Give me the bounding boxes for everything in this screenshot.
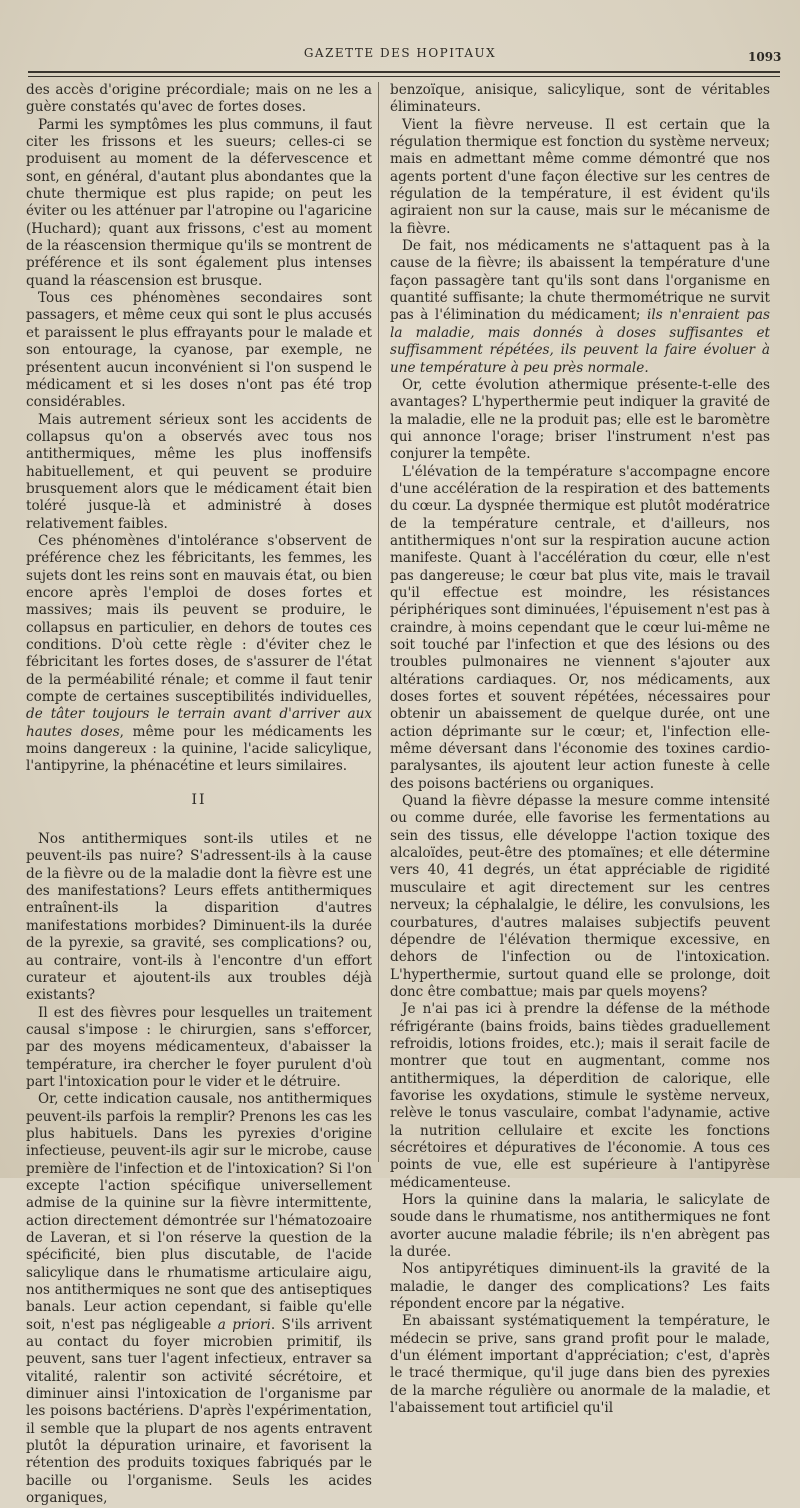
paragraph: Mais autrement sérieux sont les accidents de collapsus qu'on a observés avec tous nos antithermiques, même les plus inoffensifs habituellement, et qui peuvent se produire brusquement alors que le médicament était bien toléré jusque-là et administré à doses relativement faibles. — [26, 411, 372, 532]
paragraph-text: . S'ils arrivent au contact du foyer microbien primitif, ils peuvent, sans tuer l'agent infectieux, entraver sa vitalité, ralentir son activité sécrétoire, et diminuer ainsi l'intoxication de l'organisme par les poisons bactériens. D'après l'expérimentation, il semble que la plupart de nos agents entravent plutôt la dépuration urinaire, et favorisent la rétention des produits toxiques fabriqués par le bacille ou l'organisme. Seuls les acides organiques, — [26, 1316, 373, 1507]
paragraph: L'élévation de la température s'accompagne encore d'une accélération de la respiration et des battements du cœur. La dyspnée thermique est plutôt modératrice de la température centrale, et d'ailleurs, nos antithermiques n'ont sur la respiration aucune action manifeste. Quant à l'accélération du cœur, elle n'est pas dangereuse; le cœur bat plus vite, mais le travail qu'il effectue est moindre, les résistances périphériques sont diminuées, l'épuisement n'est pas à craindre, à moins cependant que le cœur lui-même ne soit touché par l'infection et que des lésions ou des troubles pulmonaires ne viennent s'ajouter aux altérations cardiaques. Or, nos médicaments, aux doses fortes et souvent répétées, nécessaires pour obtenir un abaissement de quelque durée, ont une action déprimante sur le cœur; et, l'infection elle-même déversant dans l'économie des toxines cardio-paralysantes, ils ajoutent leur action funeste à celle des poisons bactériens ou organiques. — [390, 463, 770, 792]
italic-text: ils n'enraient pas la maladie, mais donnés à doses suffisantes et suffisamment répétées, ils peuvent la faire évoluer à une température à peu près normale. — [390, 307, 770, 376]
paragraph: Hors la quinine dans la malaria, le salicylate de soude dans le rhumatisme, nos antithermiques ne font avorter aucune maladie fébrile; ils n'en abrègent pas la durée. — [390, 1192, 770, 1261]
paragraph: Nos antithermiques sont-ils utiles et ne peuvent-ils pas nuire? S'adressent-ils à la cause de la fièvre ou de la maladie dont la fièvre est une des manifestations? Leurs effets antithermiques entraînent-ils la disparition d'autres manifestations morbides? Diminuent-ils la durée de la pyrexie, sa gravité, ses complications? ou, au contraire, vont-ils à l'encontre d'un effort curateur et ajoutent-ils aux troubles déjà existants? — [26, 831, 372, 1004]
right-column — [390, 82, 770, 1417]
italic-text: a priori — [217, 1316, 271, 1333]
paragraph-text: Ces phénomènes d'intolérance s'observent de préférence chez les fébricitants, les femmes, les sujets dont les reins sont en mauvais état, ou bien encore après l'emploi de doses fortes et massives; mais ils peuvent se produire, le collapsus en particulier, en dehors de toutes ces conditions. D'où cette règle : d'éviter chez le fébricitant les fortes doses, de s'assurer de l'état de la perméabilité rénale; et comme il faut tenir compte de certaines susceptibilités individuelles, — [26, 532, 372, 706]
paragraph — [26, 1091, 372, 1507]
paragraph: Il est des fièvres pour lesquelles un traitement causal s'impose : le chirurgien, sans s'efforcer, par des moyens médicamenteux, d'abaisser la température, ira chercher le foyer purulent d'où part l'intoxication pour le vider et le détruire. — [26, 1004, 372, 1090]
paragraph — [390, 238, 770, 377]
paragraph: Or, cette évolution athermique présente-t-elle des avantages? L'hyperthermie peut indiquer la gravité de la maladie, elle ne la produit pas; elle est le baromètre qui annonce l'orage; briser l'instrument n'est pas conjurer la tempête. — [390, 376, 770, 463]
paragraph-text: , même pour les médicaments les moins dangereux : la quinine, l'acide salicylique, l'antipyrine, la phénacétine et leurs similaires. — [26, 723, 372, 775]
left-column — [26, 82, 372, 1508]
paragraph: Vient la fièvre nerveuse. Il est certain que la régulation thermique est fonction du système nerveux; mais en admettant même comme démontré que nos agents portent d'une façon élective sur les centres de régulation de la température, il est évident qu'ils agiraient non sur la cause, mais sur le mécanisme de la fièvre. — [390, 116, 770, 237]
italic-text: de tâter toujours le terrain avant d'arriver aux hautes doses — [26, 706, 372, 740]
section-number: II — [191, 791, 207, 808]
page-number: 1093 — [748, 50, 782, 64]
paragraph: Nos antipyrétiques diminuent-ils la gravité de la maladie, le danger des complications? Les faits répondent encore par la négative. — [390, 1261, 770, 1313]
paragraph — [26, 533, 372, 776]
header-rule-thick — [28, 71, 780, 73]
paragraph-text: De fait, nos médicaments ne s'attaquent pas à la cause de la fièvre; ils abaissent la température d'une façon passagère tant qu'ils sont dans l'organisme en quantité suffisante; la chute thermométrique ne survit pas à l'élimination du médicament; — [390, 238, 770, 324]
column-divider — [378, 82, 379, 1162]
paragraph-text: Or, cette indication causale, nos antithermiques peuvent-ils parfois la remplir? Prenons les cas les plus habituels. Dans les pyrexies d'origine infectieuse, peuvent-ils agir sur le microbe, cause première de l'infection et de l'intoxication? Si l'on excepte l'action spécifique universellement admise de la quinine sur la fièvre intermittente, action directement démontrée sur l'hématozoaire de Laveran, et si l'on réserve la question de la spécificité, bien plus discutable, de l'acide salicylique dans le rhumatisme articulaire aigu, nos antithermiques ne sont que des antiseptiques banals. Leur action cependant, si faible qu'elle soit, n'est pas négligeable — [26, 1091, 372, 1333]
paragraph: Tous ces phénomènes secondaires sont passagers, et même ceux qui sont le plus accusés et paraissent le plus effrayants pour le malade et son entourage, la cyanose, par exemple, ne présentent aucun inconvénient si l'on suspend le médicament et si les doses n'ont pas été trop considérables. — [26, 290, 372, 411]
paragraph: Parmi les symptômes les plus communs, il faut citer les frissons et les sueurs; celles-ci se produisent au moment de la défervescence et sont, en général, d'autant plus abondantes que la chute thermique est plus rapide; on peut les éviter ou les atténuer par l'atropine ou l'agaricine (Huchard); quant aux frissons, c'est au moment de la réascension thermique qu'ils se montrent de préférence et ils sont également plus intenses quand la réascension est brusque. — [26, 116, 372, 289]
paragraph: En abaissant systématiquement la température, le médecin se prive, sans grand profit pour le malade, d'un élément important d'appréciation; c'est, d'après le tracé thermique, qu'il juge dans bien des pyrexies de la marche régulière ou anormale de la maladie, et l'abaissement tout artificiel qu'il — [390, 1313, 770, 1417]
page-header-title: GAZETTE DES HOPITAUX — [303, 46, 497, 60]
header-rule-thin — [28, 76, 780, 77]
paragraph: des accès d'origine précordiale; mais on ne les a guère constatés qu'avec de fortes doses. — [26, 82, 372, 116]
paragraph: benzoïque, anisique, salicylique, sont de véritables éliminateurs. — [390, 82, 770, 116]
paragraph: Je n'ai pas ici à prendre la défense de la méthode réfrigérante (bains froids, bains tièdes graduellement refroidis, lotions froides, etc.); mais il serait facile de montrer que tout en augmentant, comme nos antithermiques, la déperdition de calorique, elle favorise les oxydations, stimule le système nerveux, relève le tonus vasculaire, combat l'adynamie, active la nutrition cellulaire et excite les fonctions sécrétoires et dépuratives de l'économie. A tous ces points de vue, elle est supérieure à l'antipyrèse médicamenteuse. — [390, 1001, 770, 1191]
paragraph: Quand la fièvre dépasse la mesure comme intensité ou comme durée, elle favorise les fermentations au sein des tissus, elle développe l'action toxique des alcaloïdes, peut-être des ptomaïnes; et elle détermine vers 40, 41 degrés, un état appréciable de rigidité musculaire et agit directement sur les centres nerveux; la céphalalgie, le délire, les convulsions, les courbatures, d'autres malaises subjectifs peuvent dépendre de l'élévation thermique excessive, en dehors de l'infection ou de l'intoxication. L'hyperthermie, surtout quand elle se prolonge, doit donc être combattue; mais par quels moyens? — [390, 793, 770, 1000]
